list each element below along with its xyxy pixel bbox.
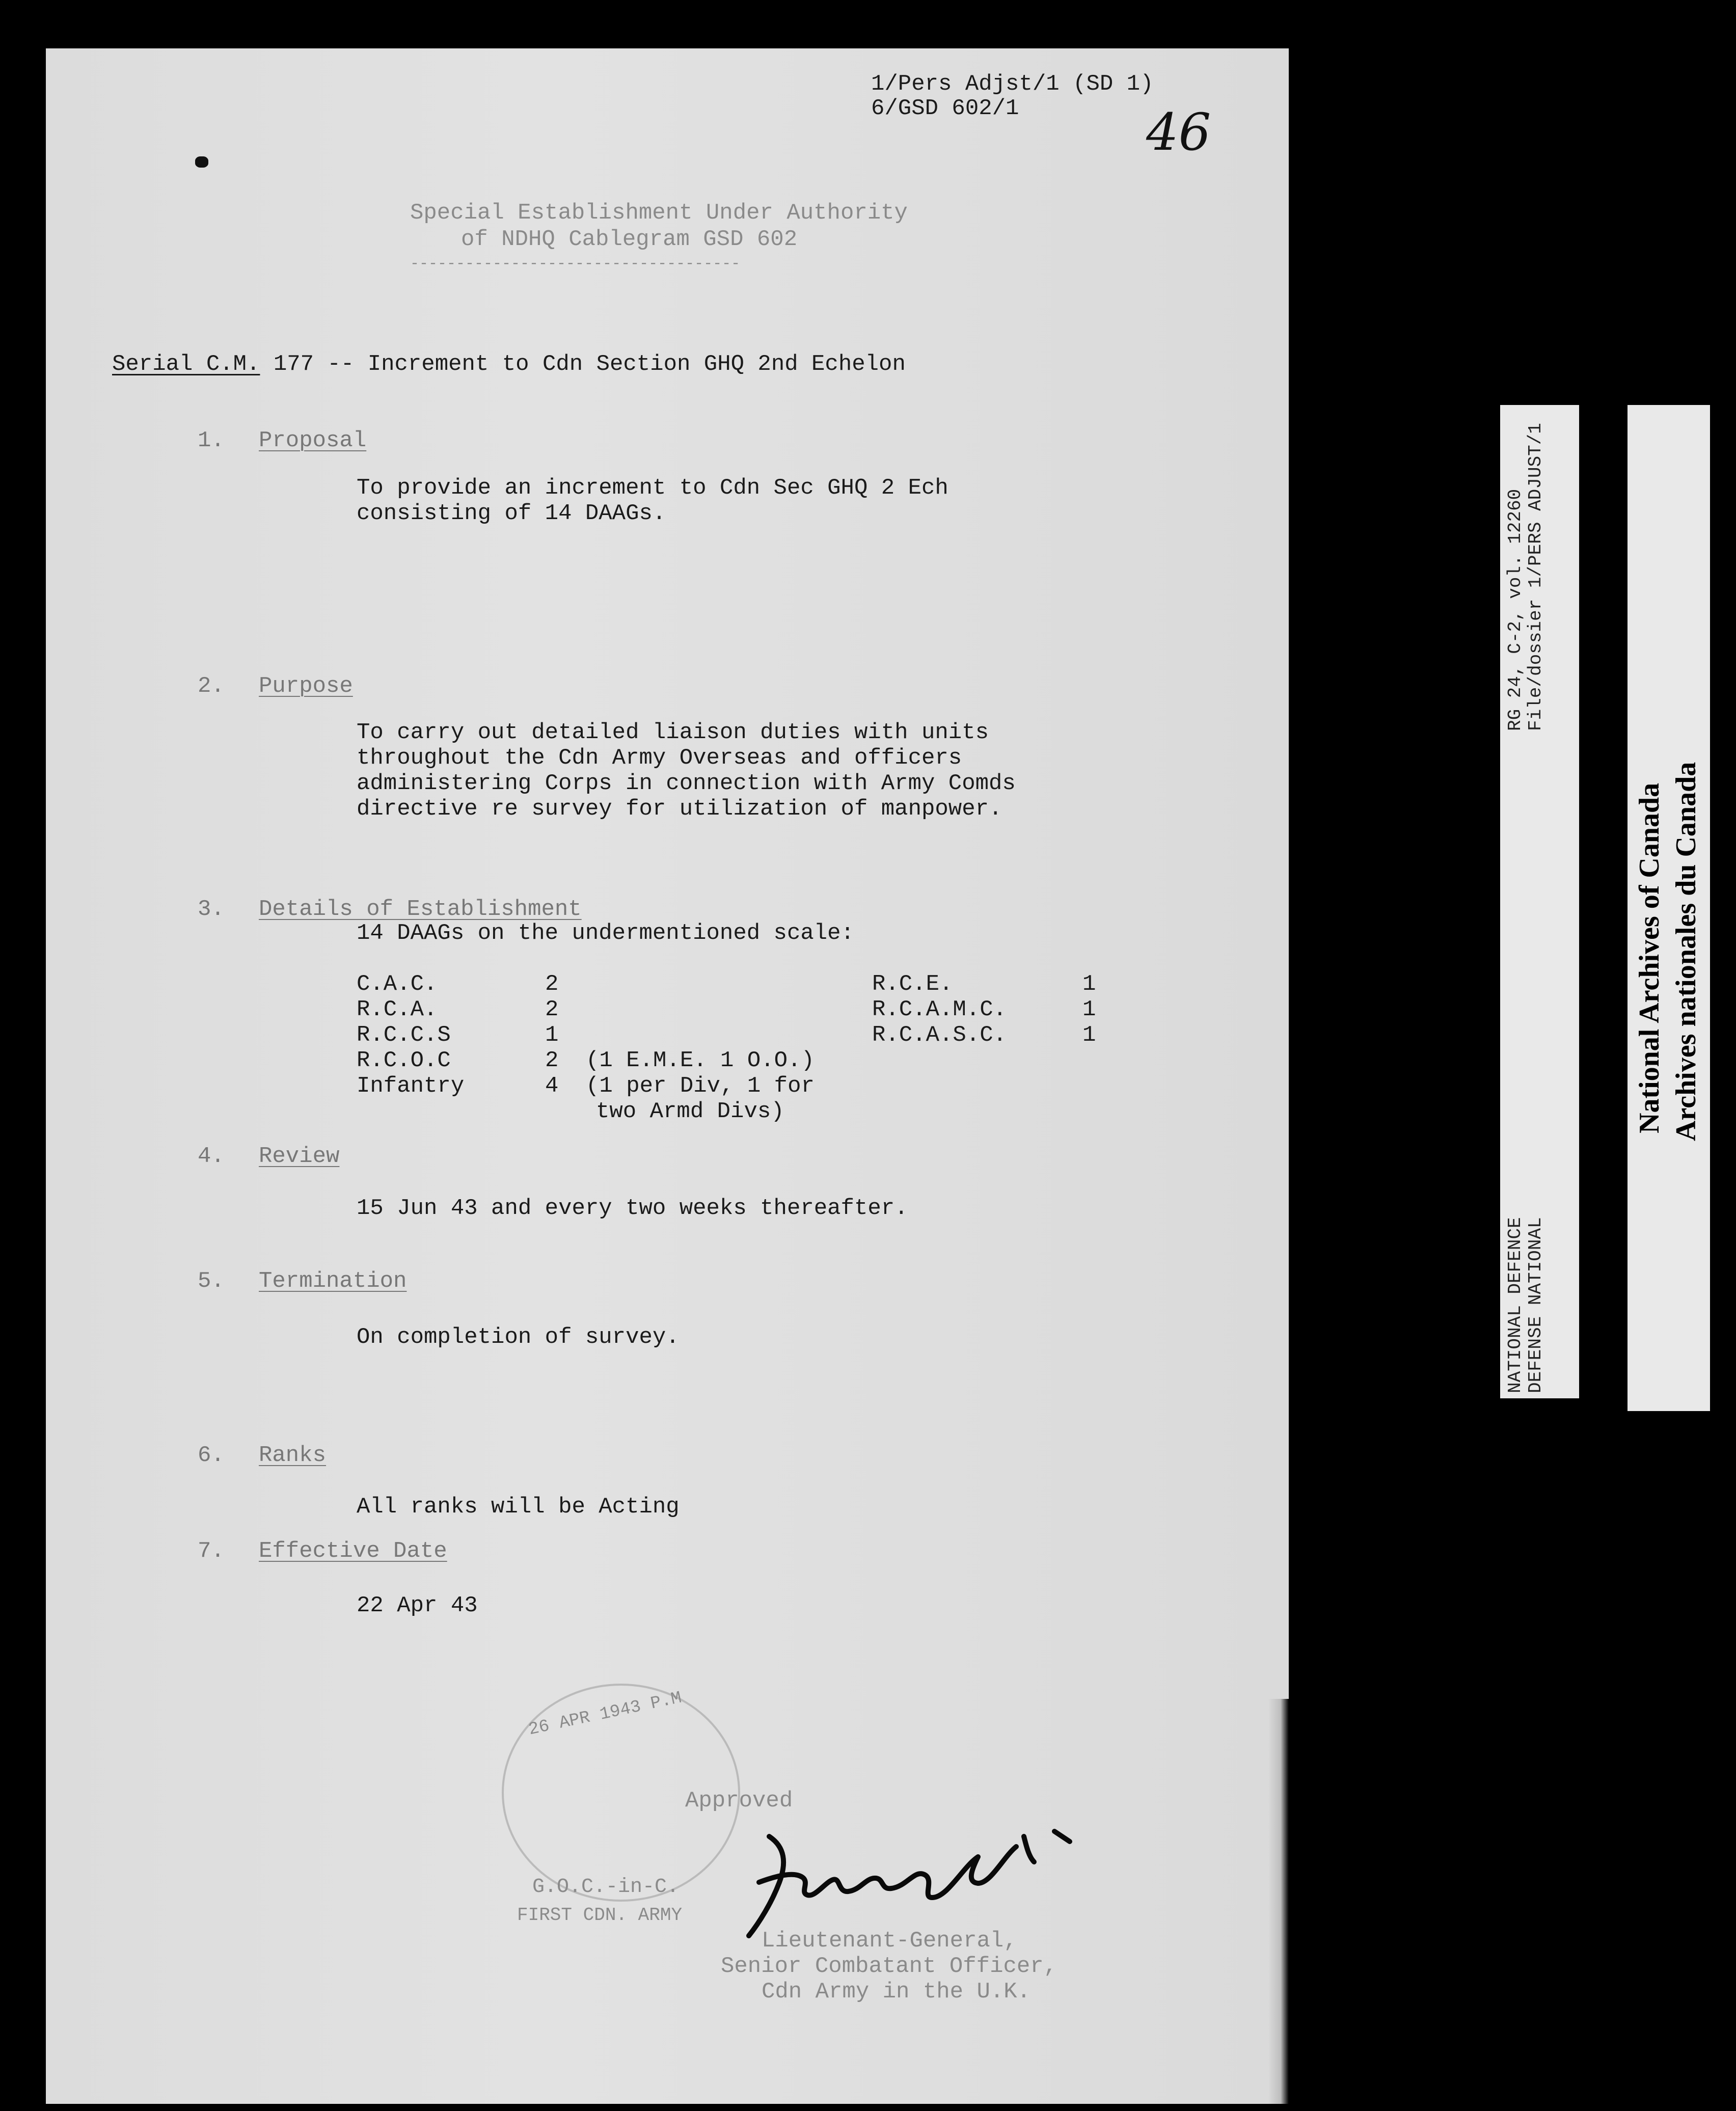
signature [739, 1826, 1095, 1943]
archive-reference-strip [1500, 405, 1579, 1398]
scale-note: two Armd Divs) [596, 1099, 784, 1124]
section-5-line-1: On completion of survey. [357, 1324, 680, 1350]
page-edge [1268, 1699, 1289, 2104]
punch-mark [195, 156, 208, 168]
section-1-line-2: consisting of 14 DAAGs. [357, 501, 666, 526]
section-1-title: Proposal [259, 428, 367, 453]
stamp-date: 26 APR 1943 P.M [527, 1688, 684, 1740]
scale-count: 1 [1082, 1022, 1096, 1048]
reference-line-2: 6/GSD 602/1 [871, 96, 1019, 121]
scale-count: 1 [545, 1022, 559, 1048]
serial-text: 177 -- Increment to Cdn Section GHQ 2nd Echelon [273, 351, 906, 377]
section-4-line-1: 15 Jun 43 and every two weeks thereafter. [357, 1196, 908, 1221]
scale-count: 2 [545, 997, 559, 1022]
scale-corps: R.C.A.S.C. [872, 1022, 1007, 1048]
scale-corps: R.C.A. [357, 997, 438, 1022]
section-2-line-2: throughout the Cdn Army Overseas and officers [357, 745, 962, 771]
section-6-title: Ranks [259, 1443, 327, 1468]
stamp-line-1: G.O.C.-in-C. [532, 1876, 680, 1899]
scale-corps: R.C.C.S [357, 1022, 451, 1048]
document-page [46, 48, 1289, 2104]
section-6-number: 6. [198, 1443, 225, 1468]
scale-note: (1 per Div, 1 for [586, 1073, 815, 1099]
section-2-line-3: administering Corps in connection with Army Comds [357, 771, 1016, 796]
approved-label: Approved [685, 1788, 793, 1814]
section-7-number: 7. [198, 1538, 225, 1564]
section-1-line-1: To provide an increment to Cdn Sec GHQ 2 Ech [357, 475, 948, 501]
signatory-line-2: Senior Combatant Officer, [721, 1954, 1057, 1979]
section-7-line-1: 22 Apr 43 [357, 1593, 478, 1618]
serial-label: Serial C.M. [112, 351, 260, 377]
archives-name-en: National Archives of Canada [1634, 782, 1665, 1133]
section-3-number: 3. [198, 897, 225, 922]
scale-count: 1 [1082, 971, 1096, 997]
reference-line-1: 1/Pers Adjst/1 (SD 1) [871, 71, 1154, 97]
section-5-title: Termination [259, 1268, 407, 1294]
section-2-title: Purpose [259, 673, 353, 699]
section-1-number: 1. [198, 428, 225, 453]
scale-corps: R.C.O.C [357, 1048, 451, 1073]
scale-note: (1 E.M.E. 1 O.O.) [586, 1048, 815, 1073]
stamp-line-2: FIRST CDN. ARMY [517, 1905, 683, 1926]
section-4-number: 4. [198, 1144, 225, 1169]
scale-count: 2 [545, 1048, 559, 1073]
section-2-line-4: directive re survey for utilization of manpower. [357, 796, 1002, 822]
dept-line-2: DEFENSE NATIONAL [1525, 1217, 1546, 1393]
scale-corps: Infantry [357, 1073, 465, 1099]
archive-name-strip [1628, 405, 1710, 1411]
archive-ref-line-1: RG 24, C-2, vol. 12260 [1505, 489, 1526, 731]
title-line-2: of NDHQ Cablegram GSD 602 [461, 227, 798, 252]
folio-number: 46 [1146, 102, 1211, 162]
scale-corps: C.A.C. [357, 971, 438, 997]
scale-count: 2 [545, 971, 559, 997]
scale-corps: R.C.E. [872, 971, 953, 997]
archives-name-fr: Archives nationales du Canada [1670, 762, 1702, 1141]
title-line-1: Special Establishment Under Authority [410, 200, 908, 226]
title-rule: ------------------------------------ [410, 255, 741, 273]
section-2-line-1: To carry out detailed liaison duties with units [357, 720, 989, 745]
scale-count: 4 [545, 1073, 559, 1099]
section-2-number: 2. [198, 673, 225, 699]
section-3-line-1: 14 DAAGs on the undermentioned scale: [357, 921, 854, 946]
serial-heading [112, 351, 906, 377]
section-6-line-1: All ranks will be Acting [357, 1494, 680, 1520]
section-7-title: Effective Date [259, 1538, 447, 1564]
section-5-number: 5. [198, 1268, 225, 1294]
scale-count: 1 [1082, 997, 1096, 1022]
signatory-line-1: Lieutenant-General, [762, 1928, 1017, 1954]
section-3-title: Details of Establishment [259, 897, 582, 922]
section-4-title: Review [259, 1144, 340, 1169]
dept-line-1: NATIONAL DEFENCE [1505, 1217, 1526, 1393]
scale-corps: R.C.A.M.C. [872, 997, 1007, 1022]
archive-ref-line-2: File/dossier 1/PERS ADJUST/1 [1525, 423, 1546, 731]
signatory-line-3: Cdn Army in the U.K. [762, 1979, 1031, 2005]
